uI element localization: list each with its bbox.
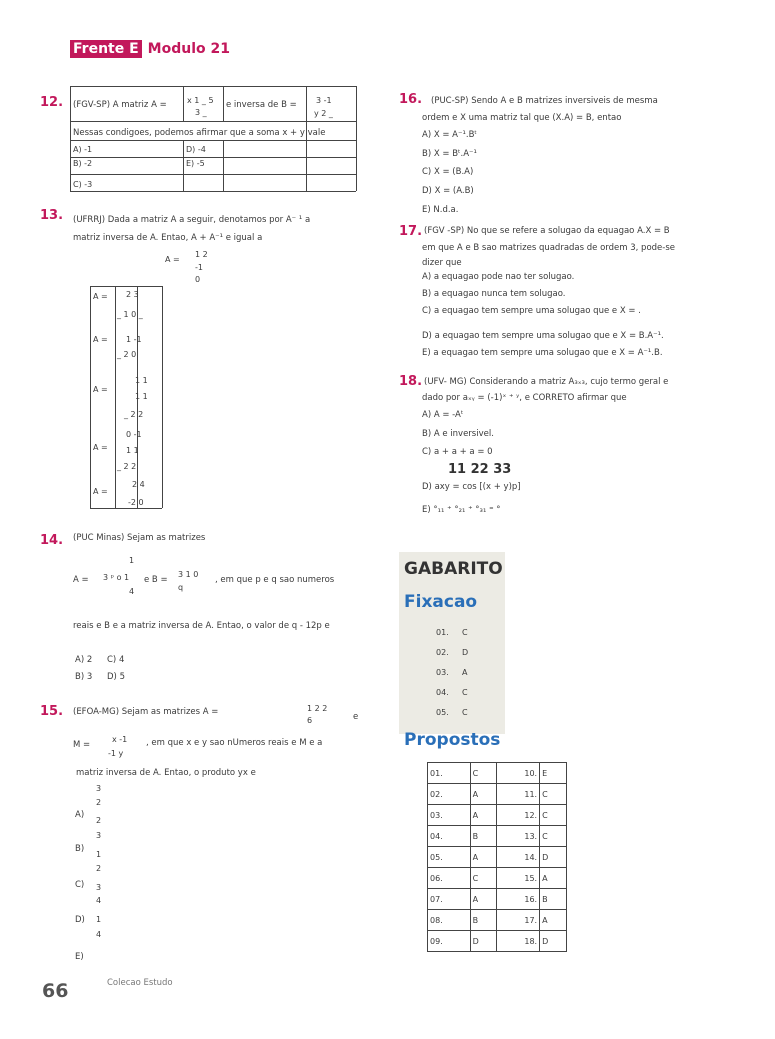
rule — [115, 286, 116, 508]
fix-num: 05. — [436, 708, 449, 717]
cell: C — [470, 763, 497, 784]
cell: D — [540, 847, 567, 868]
q12-option-a: A) -1 — [73, 145, 93, 154]
cell: 06. — [428, 868, 471, 889]
q15-opt-c-label: C) — [75, 880, 85, 890]
answer-key-panel — [399, 552, 505, 734]
cell: 02. — [428, 784, 471, 805]
cell: 16. — [497, 889, 540, 910]
cell: 10. — [497, 763, 540, 784]
fix-num: 01. — [436, 628, 449, 637]
rule — [70, 157, 356, 158]
cell: A — [540, 868, 567, 889]
q14-matrix-a-bot: 4 — [129, 587, 135, 596]
cell: C — [540, 784, 567, 805]
q17-option-d: D) a equagao tem sempre uma solugao que e X = B.A⁻¹. — [422, 331, 664, 341]
q15-opt-d-top: 3 — [96, 883, 102, 892]
q16-option-e: E) N.d.a. — [422, 205, 459, 215]
q13-opt-a-row1: 2 3 — [126, 290, 139, 299]
q13-line1: (UFRRJ) Dada a matriz A a seguir, denotamos por A⁻ ¹ a — [73, 215, 311, 225]
q15-opt-d-label: D) — [75, 915, 85, 925]
q14-b-label: e B = — [144, 575, 168, 585]
footer-text: Colecao Estudo — [107, 978, 173, 988]
rule — [90, 286, 162, 287]
q12-option-c: C) -3 — [73, 180, 93, 189]
q14-matrix-b-top: 3 1 0 — [178, 570, 199, 579]
q15-matrix-m-top: x -1 — [112, 735, 128, 744]
q18-subscripts: 11 22 33 — [448, 462, 512, 477]
q15-matrix-m-bot: -1 y — [108, 749, 124, 758]
q15-matrix-a-bot: 6 — [307, 716, 313, 725]
table-row — [428, 910, 567, 931]
q14-option-b: B) 3 — [75, 672, 93, 682]
q16-option-b: B) X = Bᵗ.A⁻¹ — [422, 149, 477, 159]
q15-opt-e-label: E) — [75, 952, 84, 962]
rule — [306, 86, 307, 191]
rule — [183, 140, 184, 191]
q16-option-d: D) X = (A.B) — [422, 186, 474, 196]
cell: C — [540, 826, 567, 847]
answer-key-title: GABARITO — [404, 559, 503, 579]
cell: 03. — [428, 805, 471, 826]
q14-option-c: C) 4 — [107, 655, 125, 665]
module-title: Modulo 21 — [147, 41, 230, 57]
fix-answer: C — [462, 688, 468, 697]
cell: 12. — [497, 805, 540, 826]
q13-matrix-row2: -1 — [195, 263, 203, 272]
q13-matrix-label: A = — [165, 255, 180, 264]
q15-tail: , em que x e y sao nUmeros reais e M e a — [146, 738, 323, 748]
q16-line1: (PUC-SP) Sendo A e B matrizes inversiveis de mesma — [431, 96, 658, 106]
table-row — [428, 889, 567, 910]
q15-opt-b-bot: 3 — [96, 831, 102, 840]
table-row — [428, 805, 567, 826]
q12-matrix-b-row2: y 2 _ — [314, 109, 333, 118]
cell: A — [470, 889, 497, 910]
q18-line1: (UFV- MG) Considerando a matriz A₃ₓ₃, cujo termo geral e — [424, 377, 669, 387]
rule — [223, 86, 224, 121]
q15-opt-b-top: 2 — [96, 816, 102, 825]
q18-option-d: D) axy = cos [(x + y)p] — [422, 482, 521, 492]
question-number: 16. — [399, 92, 423, 107]
q13-opt-b-label: A = — [93, 335, 108, 344]
q13-opt-c-row1: 1 1 — [135, 376, 148, 385]
cell: 07. — [428, 889, 471, 910]
cell: 13. — [497, 826, 540, 847]
rule — [223, 140, 224, 191]
q18-option-c: C) a + a + a = 0 — [422, 447, 493, 457]
rule — [70, 174, 356, 175]
q14-matrix-a-mid: 3 ᵖ o 1 — [103, 573, 130, 582]
cell: D — [540, 931, 567, 952]
fix-answer: C — [462, 628, 468, 637]
q15-opt-a-label: A) — [75, 810, 85, 820]
q13-opt-c-row3: _ 2 2 — [124, 410, 144, 419]
rule — [70, 86, 71, 191]
q17-line2: em que A e B sao matrizes quadradas de ordem 3, pode-se — [422, 243, 676, 253]
q15-e: e — [353, 712, 359, 722]
propostos-table — [427, 762, 567, 952]
table-row — [428, 931, 567, 952]
cell: 01. — [428, 763, 471, 784]
rule — [90, 286, 91, 508]
cell: 08. — [428, 910, 471, 931]
q15-opt-e-top: 1 — [96, 915, 102, 924]
cell: 14. — [497, 847, 540, 868]
q12-text: (FGV-SP) A matriz A = — [73, 100, 167, 110]
q17-line3: dizer que — [422, 258, 462, 268]
q15-opt-c-bot: 2 — [96, 864, 102, 873]
cell: B — [470, 910, 497, 931]
cell: A — [470, 784, 497, 805]
cell: A — [470, 805, 497, 826]
question-number: 14. — [40, 533, 64, 548]
q15-opt-a-bot: 2 — [96, 798, 102, 807]
q13-opt-d-row3: _ 2 2 — [117, 462, 137, 471]
q15-opt-d-bot: 4 — [96, 896, 102, 905]
rule — [70, 86, 356, 87]
q18-option-a: A) A = -Aᵗ — [422, 410, 464, 420]
cell: C — [470, 868, 497, 889]
q12-matrix-a-row2: 3 _ — [195, 108, 207, 117]
page-number: 66 — [42, 980, 69, 1002]
question-number: 18. — [399, 374, 423, 389]
fixacao-title: Fixacao — [404, 592, 478, 612]
cell: 04. — [428, 826, 471, 847]
cell: 09. — [428, 931, 471, 952]
q12-option-e: E) -5 — [186, 159, 205, 168]
q13-opt-e-row1: 2 4 — [132, 480, 145, 489]
cell: D — [470, 931, 497, 952]
fix-num: 03. — [436, 668, 449, 677]
q13-opt-a-label: A = — [93, 292, 108, 301]
q14-option-a: A) 2 — [75, 655, 93, 665]
fix-answer: A — [462, 668, 468, 677]
fix-answer: D — [462, 648, 469, 657]
q12-line2: Nessas condigoes, podemos afirmar que a soma x + y vale — [73, 128, 326, 138]
fix-answer: C — [462, 708, 468, 717]
q15-opt-e-bot: 4 — [96, 930, 102, 939]
q13-opt-d-label: A = — [93, 443, 108, 452]
q16-option-c: C) X = (B.A) — [422, 167, 474, 177]
q14-matrix-b-bot: q — [178, 583, 184, 592]
q13-opt-b-row2: _ 2 0 — [117, 350, 137, 359]
q13-line2: matriz inversa de A. Entao, A + A⁻¹ e igual a — [73, 233, 263, 243]
q18-option-b: B) A e inversivel. — [422, 429, 494, 439]
rule — [162, 286, 163, 508]
q17-option-e: E) a equagao tem sempre uma solugao que e X = A⁻¹.B. — [422, 348, 663, 358]
q12-matrix-a-row1: x 1 _ 5 — [187, 96, 214, 105]
q14-tail: , em que p e q sao numeros — [215, 575, 335, 585]
cell: 15. — [497, 868, 540, 889]
q15-opt-a-top: 3 — [96, 784, 102, 793]
fix-num: 02. — [436, 648, 449, 657]
table-row — [428, 763, 567, 784]
q18-line2: dado por aₓᵧ = (-1)ˣ ⁺ ʸ, e CORRETO afirmar que — [422, 393, 627, 403]
cell: 17. — [497, 910, 540, 931]
q14-matrix-a-top: 1 — [129, 556, 135, 565]
q13-opt-d-row1: 0 -1 — [126, 430, 142, 439]
question-number: 15. — [40, 704, 64, 719]
q13-opt-e-label: A = — [93, 487, 108, 496]
q13-matrix-row1: 1 2 — [195, 250, 208, 259]
q14-option-d: D) 5 — [107, 672, 125, 682]
table-row — [428, 847, 567, 868]
question-number: 13. — [40, 208, 64, 223]
cell: E — [540, 763, 567, 784]
q13-opt-b-row1: 1 -1 — [126, 335, 142, 344]
cell: C — [540, 805, 567, 826]
table-row — [428, 868, 567, 889]
q15-opt-b-label: B) — [75, 844, 85, 854]
cell: B — [470, 826, 497, 847]
q13-opt-a-row2: _ 1 0 _ — [117, 310, 143, 319]
rule — [70, 191, 356, 192]
cell: A — [540, 910, 567, 931]
q12-option-d: D) -4 — [186, 145, 206, 154]
q18-option-e: E) °₁₁ ⁺ °₂₁ ⁺ °₃₁ ⁼ ° — [422, 505, 501, 515]
question-number: 12. — [40, 95, 64, 110]
cell: 05. — [428, 847, 471, 868]
table-row — [428, 826, 567, 847]
q15-opt-c-top: 1 — [96, 850, 102, 859]
q15-m-label: M = — [73, 740, 91, 750]
front-tag: Frente E — [70, 40, 142, 58]
cell: A — [470, 847, 497, 868]
table-row — [428, 784, 567, 805]
rule — [183, 86, 184, 121]
q12-option-b: B) -2 — [73, 159, 93, 168]
propostos-title: Propostos — [404, 730, 501, 750]
module-header — [70, 41, 230, 57]
cell: 11. — [497, 784, 540, 805]
fix-num: 04. — [436, 688, 449, 697]
q13-opt-c-row2: 1 1 — [135, 392, 148, 401]
rule — [90, 508, 162, 509]
q14-a-label: A = — [73, 575, 89, 585]
q14-line1: (PUC Minas) Sejam as matrizes — [73, 533, 206, 543]
rule — [70, 140, 356, 141]
q13-opt-c-label: A = — [93, 385, 108, 394]
q14-line3: reais e B e a matriz inversa de A. Entao, o valor de q - 12p e — [73, 621, 330, 631]
q15-line1: (EFOA-MG) Sejam as matrizes A = — [73, 707, 219, 717]
q17-option-a: A) a equagao pode nao ter solugao. — [422, 272, 575, 282]
q17-option-c: C) a equagao tem sempre uma solugao que e X = . — [422, 306, 641, 316]
q13-opt-e-row2: -2 0 — [128, 498, 144, 507]
q12-matrix-b-row1: 3 -1 — [316, 96, 332, 105]
q15-matrix-a-top: 1 2 2 — [307, 704, 328, 713]
q17-option-b: B) a equagao nunca tem solugao. — [422, 289, 566, 299]
q17-line1: (FGV -SP) No que se refere a solugao da equagao A.X = B — [424, 226, 670, 236]
q15-line3: matriz inversa de A. Entao, o produto yx e — [76, 768, 256, 778]
question-number: 17. — [399, 224, 423, 239]
q12-text-mid: e inversa de B = — [226, 100, 297, 110]
q16-option-a: A) X = A⁻¹.Bᵗ — [422, 130, 477, 140]
q16-line2: ordem e X uma matriz tal que (X.A) = B, entao — [422, 113, 622, 123]
cell: B — [540, 889, 567, 910]
rule — [356, 86, 357, 191]
q13-opt-d-row2: 1 1 — [126, 446, 139, 455]
cell: 18. — [497, 931, 540, 952]
rule — [70, 121, 356, 122]
q13-matrix-row3: 0 — [195, 275, 201, 284]
